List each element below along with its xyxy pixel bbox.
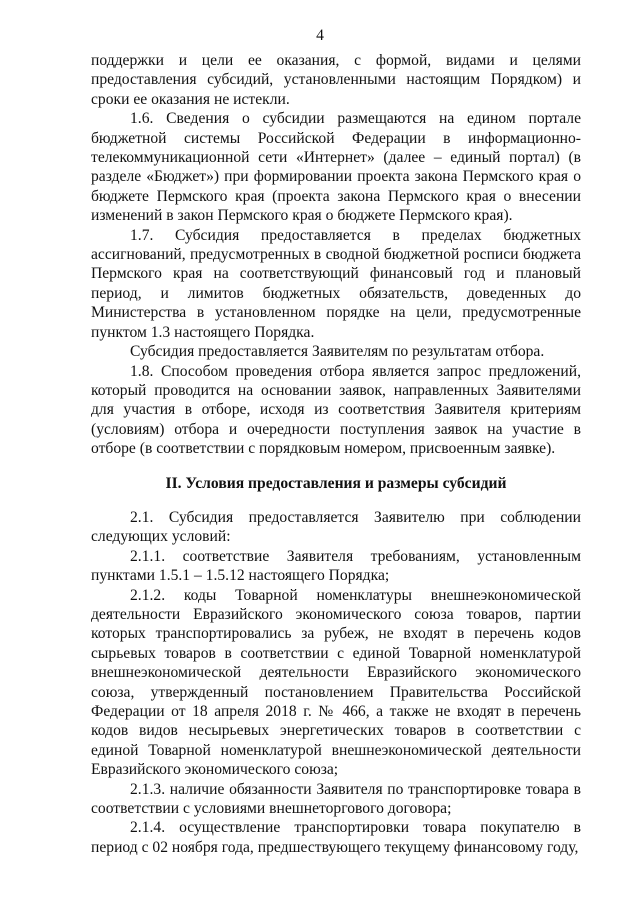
paragraph-2-1-2: 2.1.2. коды Товарной номенклатуры внешнеэкономической деятельности Евразийского экономического союза товаров, партии которых транспортировались за рубеж, не входят в перечень кодов сырьевых товаров в соответствии с единой Товарной номенклатурой внешнеэкономической деятельности Евразийского экономического союза, утвержденный постановлением Правительства Российской Федерации от 18 апреля 2018 г. № 466, а также не входят в перечень кодов видов несырьевых энергетических товаров в соответствии с единой Товарной номенклатурой внешнеэкономической деятельности Евразийского экономического союза; xyxy=(91,586,581,779)
paragraph-1-6: 1.6. Сведения о субсидии размещаются на едином портале бюджетной системы Российской Федерации в информационно-телекоммуникационной сети «Интернет» (далее – единый портал) (в разделе «Бюджет») при формировании проекта закона Пермского края о бюджете Пермского края (проекта закона Пермского края о внесении изменений в закон Пермского края о бюджете Пермского края). xyxy=(91,110,581,225)
paragraph-selection-note: Субсидия предоставляется Заявителям по результатам отбора. xyxy=(130,343,545,361)
paragraph-2-1-1: 2.1.1. соответствие Заявителя требованиям, установленным пунктами 1.5.1 – 1.5.12 настоящего Порядка; xyxy=(91,547,581,585)
paragraph-continuation: поддержки и цели ее оказания, с формой, видами и целями предоставления субсидий, установленными настоящим Порядком) и сроки ее оказания не истекли. xyxy=(91,52,581,108)
page-number: 4 xyxy=(316,27,324,44)
paragraph-2-1: 2.1. Субсидия предоставляется Заявителю при соблюдении следующих условий: xyxy=(91,508,581,546)
paragraph-1-7: 1.7. Субсидия предоставляется в пределах бюджетных ассигнований, предусмотренных в сводной бюджетной росписи бюджета Пермского края на соответствующий финансовый год и плановый период, и лимитов бюджетных обязательств, доведенных до Министерства в установленном порядке на цели, предусмотренные пунктом 1.3 настоящего Порядка. xyxy=(91,226,581,341)
paragraph-1-8: 1.8. Способом проведения отбора является запрос предложений, который проводится на основании заявок, направленных Заявителями для участия в отборе, исходя из соответствия Заявителя критериям (условиям) отбора и очередности поступления заявок на участие в отборе (в соответствии с порядковым номером, присвоенным заявке). xyxy=(91,362,581,458)
paragraph-2-1-4: 2.1.4. осуществление транспортировки товара покупателю в период с 02 ноября года, предшествующего текущему финансовому году, xyxy=(91,819,581,856)
document-body xyxy=(91,51,581,857)
paragraph-2-1-3: 2.1.3. наличие обязанности Заявителя по транспортировке товара в соответствии с условиями внешнеторгового договора; xyxy=(91,780,581,818)
section-heading: II. Условия предоставления и размеры субсидий xyxy=(165,474,507,492)
